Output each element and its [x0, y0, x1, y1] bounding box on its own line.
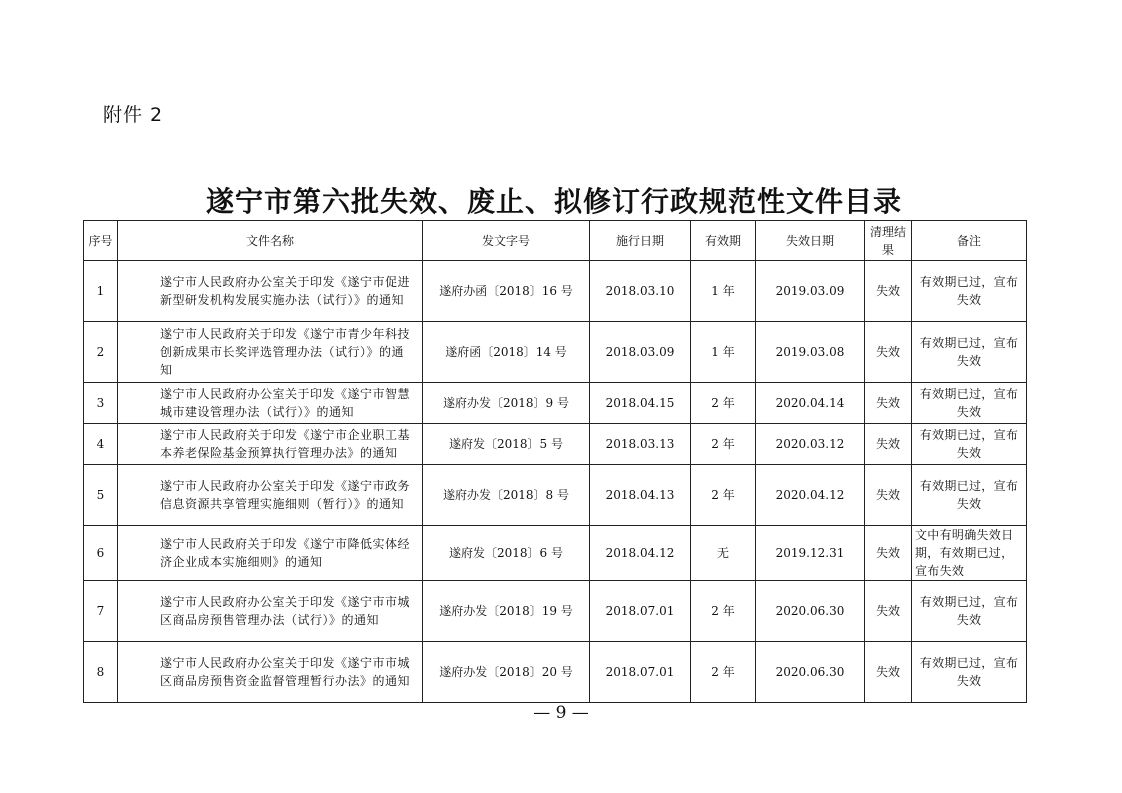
cell-name: 遂宁市人民政府办公室关于印发《遂宁市政务信息资源共享管理实施细则（暂行）》的通知: [118, 465, 423, 526]
cell-name: 遂宁市人民政府办公室关于印发《遂宁市促进新型研发机构发展实施办法（试行）》的通知: [118, 261, 423, 322]
cell-seq: 1: [84, 261, 118, 322]
cell-remark: 有效期已过，宣布失效: [912, 383, 1027, 424]
header-validity: 有效期: [691, 221, 756, 261]
cell-expiry-date: 2019.03.08: [756, 322, 865, 383]
cell-seq: 4: [84, 424, 118, 465]
cell-remark: 有效期已过，宣布失效: [912, 424, 1027, 465]
cell-validity: 2 年: [691, 424, 756, 465]
cell-remark: 有效期已过，宣布失效: [912, 322, 1027, 383]
table-row: [84, 465, 1027, 526]
cell-validity: 2 年: [691, 383, 756, 424]
cell-seq: 7: [84, 581, 118, 642]
header-remark: 备注: [912, 221, 1027, 261]
cell-result: 失效: [865, 526, 912, 581]
cell-validity: 2 年: [691, 581, 756, 642]
cell-expiry-date: 2020.04.12: [756, 465, 865, 526]
table-row: [84, 526, 1027, 581]
header-result: 清理结果: [865, 221, 912, 261]
cell-validity: 1 年: [691, 261, 756, 322]
regulation-catalog-table: [83, 220, 1027, 703]
cell-remark: 有效期已过，宣布失效: [912, 642, 1027, 703]
cell-name: 遂宁市人民政府办公室关于印发《遂宁市市城区商品房预售管理办法（试行）》的通知: [118, 581, 423, 642]
cell-name: 遂宁市人民政府关于印发《遂宁市企业职工基本养老保险基金预算执行管理办法》的通知: [118, 424, 423, 465]
cell-result: 失效: [865, 322, 912, 383]
page-number: — 9 —: [533, 703, 589, 723]
cell-name: 遂宁市人民政府办公室关于印发《遂宁市智慧城市建设管理办法（试行）》的通知: [118, 383, 423, 424]
cell-expiry-date: 2020.06.30: [756, 642, 865, 703]
cell-remark: 文中有明确失效日期，有效期已过，宣布失效: [912, 526, 1027, 581]
cell-effective-date: 2018.07.01: [590, 581, 691, 642]
document-title: 遂宁市第六批失效、废止、拟修订行政规范性文件目录: [205, 185, 902, 218]
attachment-label: 附件 2: [103, 104, 164, 126]
cell-doc-no: 遂府办函〔2018〕16 号: [423, 261, 590, 322]
cell-doc-no: 遂府函〔2018〕14 号: [423, 322, 590, 383]
table-row: [84, 581, 1027, 642]
cell-doc-no: 遂府发〔2018〕6 号: [423, 526, 590, 581]
cell-doc-no: 遂府发〔2018〕5 号: [423, 424, 590, 465]
cell-validity: 无: [691, 526, 756, 581]
cell-effective-date: 2018.03.10: [590, 261, 691, 322]
cell-result: 失效: [865, 581, 912, 642]
cell-expiry-date: 2020.06.30: [756, 581, 865, 642]
cell-validity: 2 年: [691, 642, 756, 703]
cell-seq: 6: [84, 526, 118, 581]
cell-result: 失效: [865, 383, 912, 424]
cell-name: 遂宁市人民政府办公室关于印发《遂宁市市城区商品房预售资金监督管理暂行办法》的通知: [118, 642, 423, 703]
header-doc-no: 发文字号: [423, 221, 590, 261]
cell-result: 失效: [865, 642, 912, 703]
header-expiry-date: 失效日期: [756, 221, 865, 261]
table-row: [84, 322, 1027, 383]
cell-effective-date: 2018.04.15: [590, 383, 691, 424]
cell-seq: 2: [84, 322, 118, 383]
cell-expiry-date: 2019.12.31: [756, 526, 865, 581]
cell-effective-date: 2018.07.01: [590, 642, 691, 703]
cell-result: 失效: [865, 424, 912, 465]
cell-validity: 2 年: [691, 465, 756, 526]
cell-result: 失效: [865, 261, 912, 322]
cell-doc-no: 遂府办发〔2018〕20 号: [423, 642, 590, 703]
cell-effective-date: 2018.04.12: [590, 526, 691, 581]
cell-result: 失效: [865, 465, 912, 526]
cell-effective-date: 2018.03.13: [590, 424, 691, 465]
cell-expiry-date: 2020.03.12: [756, 424, 865, 465]
cell-doc-no: 遂府办发〔2018〕8 号: [423, 465, 590, 526]
table-row: [84, 642, 1027, 703]
cell-name: 遂宁市人民政府关于印发《遂宁市青少年科技创新成果市长奖评选管理办法（试行）》的通知: [118, 322, 423, 383]
cell-effective-date: 2018.03.09: [590, 322, 691, 383]
cell-remark: 有效期已过，宣布失效: [912, 261, 1027, 322]
table-header-row: [84, 221, 1027, 261]
table-row: [84, 261, 1027, 322]
header-effective-date: 施行日期: [590, 221, 691, 261]
cell-remark: 有效期已过，宣布失效: [912, 581, 1027, 642]
cell-expiry-date: 2019.03.09: [756, 261, 865, 322]
table-row: [84, 383, 1027, 424]
header-seq: 序号: [84, 221, 118, 261]
cell-expiry-date: 2020.04.14: [756, 383, 865, 424]
cell-validity: 1 年: [691, 322, 756, 383]
cell-doc-no: 遂府办发〔2018〕19 号: [423, 581, 590, 642]
cell-seq: 5: [84, 465, 118, 526]
cell-seq: 8: [84, 642, 118, 703]
cell-name: 遂宁市人民政府关于印发《遂宁市降低实体经济企业成本实施细则》的通知: [118, 526, 423, 581]
header-name: 文件名称: [118, 221, 423, 261]
cell-doc-no: 遂府办发〔2018〕9 号: [423, 383, 590, 424]
cell-remark: 有效期已过，宣布失效: [912, 465, 1027, 526]
cell-seq: 3: [84, 383, 118, 424]
cell-effective-date: 2018.04.13: [590, 465, 691, 526]
table-row: [84, 424, 1027, 465]
